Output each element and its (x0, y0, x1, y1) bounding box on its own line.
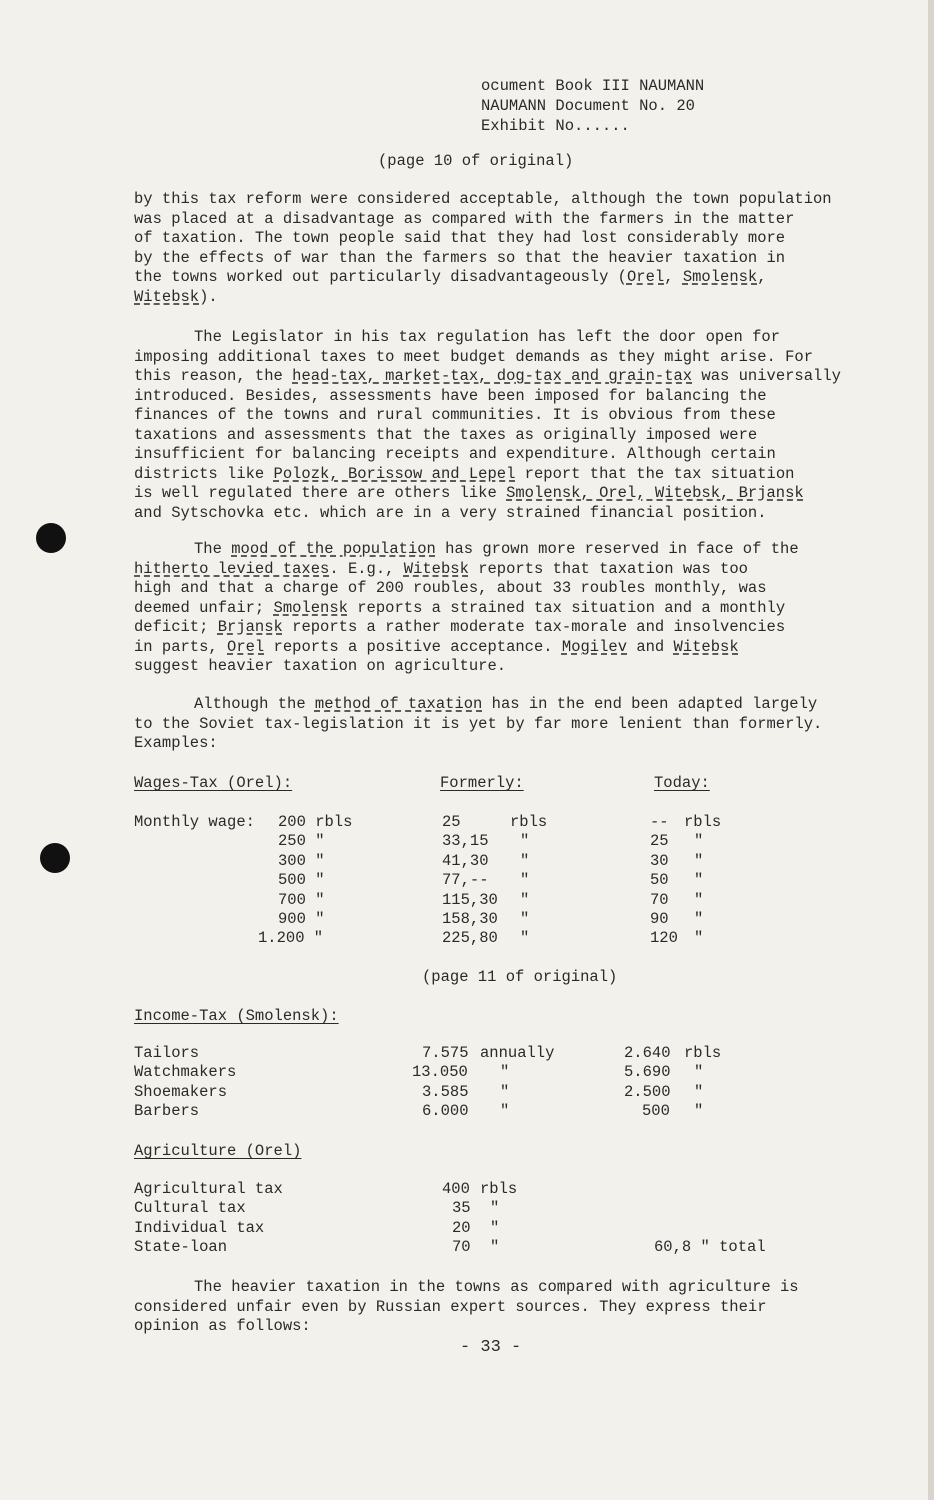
place-name: Witebsk (134, 287, 200, 306)
text-line: The heavier taxation in the towns as compared with agriculture is (194, 1278, 799, 1296)
document-header (481, 76, 704, 136)
income-table-title: Income-Tax (Smolensk): (134, 1007, 339, 1025)
formerly-unit: " (500, 1082, 510, 1101)
today-unit: " (694, 910, 704, 928)
formerly-unit: " (520, 910, 530, 928)
page-number: - 33 - (460, 1338, 522, 1357)
text-line: insufficient for balancing receipts and expenditure. Although certain (134, 445, 776, 463)
text-line: deficit; Brjansk reports a rather moderate tax-morale and insolvencies (134, 618, 786, 636)
text-line: imposing additional taxes to meet budget demands as they might arise. For (134, 347, 814, 366)
today-unit: " (694, 1063, 704, 1082)
text-line: Examples: (134, 734, 218, 752)
today-amount: 500 (642, 1102, 670, 1121)
total-note: 60,8 " total (654, 1238, 766, 1257)
text-line: of taxation. The town people said that they had lost considerably more (134, 229, 786, 247)
today-unit: " (694, 832, 704, 851)
formerly-amount: 33,15 (442, 832, 489, 851)
paragraph-4 (134, 695, 874, 754)
today-unit: " (694, 871, 704, 890)
wages-table-header (0, 774, 934, 796)
place-name: Witebsk (403, 559, 469, 578)
formerly-amount: 77,-- (442, 871, 489, 890)
header-exhibit-line: Exhibit No...... (481, 117, 630, 135)
formerly-column-header: Formerly: (440, 774, 524, 792)
table-row (0, 910, 934, 930)
place-names: Polozk, Borissow and Lepel (273, 464, 516, 483)
table-row (0, 852, 934, 872)
formerly-amount: 225,80 (442, 929, 498, 948)
formerly-unit: annually (480, 1044, 555, 1062)
text-line: hitherto levied taxes. E.g., Witebsk reports that taxation was too (134, 559, 748, 578)
text-line: was placed at a disadvantage as compared with the farmers in the matter (134, 209, 795, 228)
place-name: Orel (626, 268, 665, 286)
today-amount: 25 (650, 832, 669, 851)
text-line: districts like Polozk, Borissow and Lepel report that the tax situation (134, 464, 795, 483)
page-edge (928, 0, 934, 1500)
monthly-wage-label: Monthly wage: (134, 813, 255, 831)
table-row (0, 1083, 934, 1103)
today-unit: " (694, 929, 704, 948)
emphasis: method of taxation (314, 695, 483, 713)
today-amount: 90 (650, 910, 669, 928)
income-row-label: Tailors (134, 1044, 200, 1062)
unit: " (490, 1218, 500, 1237)
text-line: high and that a charge of 200 roubles, about 33 roubles monthly, was (134, 579, 767, 597)
agriculture-row-label: Cultural tax (134, 1199, 246, 1218)
today-amount: 30 (650, 851, 669, 870)
today-amount: 120 (650, 929, 678, 948)
unit: " (490, 1238, 500, 1257)
today-amount: -- (650, 813, 669, 831)
table-row (0, 1219, 934, 1239)
text-line: to the Soviet tax-legislation it is yet by far more lenient than formerly. (134, 714, 823, 733)
emphasis: mood of the population (231, 540, 436, 558)
wage-amount: 700 " (278, 890, 325, 909)
amount: 35 (452, 1199, 471, 1218)
text-line: this reason, the head-tax, market-tax, dog-tax and grain-tax was universally (134, 367, 841, 385)
text-line: Although the method of taxation has in the end been adapted largely (194, 695, 818, 713)
table-row (0, 1044, 934, 1064)
text-line: considered unfair even by Russian expert sources. They express their (134, 1297, 767, 1316)
text-line: and Sytschovka etc. which are in a very strained financial position. (134, 503, 767, 522)
place-names: Smolensk, Orel, Witebsk, Brjansk (506, 484, 804, 502)
place-name: Brjansk (217, 618, 283, 636)
wage-amount: 500 " (278, 871, 325, 890)
formerly-unit: " (520, 929, 530, 948)
wage-amount: 200 rbls (278, 813, 353, 831)
place-name: Mogilev (561, 637, 628, 656)
formerly-amount: 25 (442, 813, 461, 831)
table-row (0, 1102, 934, 1122)
today-unit: " (694, 1102, 704, 1121)
paragraph-1 (134, 190, 874, 307)
formerly-unit: " (520, 832, 530, 851)
place-name: Smolensk (682, 268, 758, 286)
table-row (0, 1199, 934, 1219)
formerly-unit: rbls (510, 813, 548, 831)
paragraph-5 (134, 1278, 874, 1337)
text-line: by this tax reform were considered acceptable, although the town population (134, 190, 832, 208)
today-amount: 5.690 (624, 1063, 671, 1082)
text-line: Witebsk). (134, 287, 218, 306)
place-name: Smolensk (273, 598, 348, 617)
today-amount: 70 (650, 890, 669, 909)
text-line: the towns worked out particularly disadvantageously (Orel, Smolensk, (134, 268, 767, 286)
text-line: deemed unfair; Smolensk reports a strained tax situation and a monthly (134, 598, 786, 617)
place-name: Witebsk (673, 637, 739, 656)
amount: 400 (442, 1180, 470, 1198)
table-row (0, 1180, 934, 1200)
today-unit: " (694, 851, 704, 870)
unit: " (490, 1199, 500, 1218)
wage-amount: 250 " (278, 832, 325, 851)
today-amount: 2.500 (624, 1082, 671, 1101)
formerly-unit: " (500, 1063, 510, 1082)
today-unit: " (694, 890, 704, 909)
page-note-original-10: (page 10 of original) (378, 152, 574, 170)
today-column-header: Today: (654, 774, 710, 792)
emphasis: hitherto levied taxes (134, 559, 330, 578)
table-row (0, 813, 934, 833)
today-unit: rbls (684, 1044, 722, 1062)
header-book-line: ocument Book III NAUMANN (481, 77, 705, 95)
formerly-amount: 3.585 (422, 1082, 469, 1101)
formerly-unit: " (520, 871, 530, 890)
formerly-amount: 13.050 (412, 1063, 468, 1082)
place-name: Orel (227, 637, 265, 656)
text-line: The Legislator in his tax regulation has left the door open for (194, 328, 780, 346)
today-amount: 50 (650, 871, 669, 890)
formerly-amount: 41,30 (442, 851, 489, 870)
formerly-unit: " (500, 1102, 510, 1121)
agriculture-table-title: Agriculture (Orel) (134, 1142, 302, 1160)
table-row (0, 871, 934, 891)
agriculture-row-label: State-loan (134, 1238, 228, 1257)
formerly-amount: 6.000 (422, 1102, 469, 1121)
wage-amount: 1.200 " (258, 929, 324, 948)
income-row-label: Watchmakers (134, 1063, 237, 1082)
wage-amount: 900 " (278, 910, 325, 928)
amount: 70 (452, 1238, 471, 1257)
amount: 20 (452, 1218, 471, 1237)
today-unit: rbls (684, 813, 722, 831)
text-line: opinion as follows: (134, 1317, 311, 1335)
table-row (0, 832, 934, 852)
paragraph-3 (134, 540, 874, 677)
formerly-unit: " (520, 890, 530, 909)
header-document-line: NAUMANN Document No. 20 (481, 97, 695, 115)
table-row (0, 929, 934, 949)
formerly-unit: " (520, 851, 530, 870)
punch-hole (36, 523, 66, 553)
today-unit: " (694, 1082, 704, 1101)
text-line: in parts, Orel reports a positive acceptance. Mogilev and Witebsk (134, 637, 739, 656)
paragraph-2 (134, 328, 874, 523)
text-line: taxations and assessments that the taxes as originally imposed were (134, 425, 758, 444)
tax-types: head-tax, market-tax, dog-tax and grain-tax (292, 367, 693, 385)
text-line: introduced. Besides, assessments have been imposed for balancing the (134, 386, 767, 405)
table-row (0, 1063, 934, 1083)
agriculture-row-label: Individual tax (134, 1218, 265, 1237)
income-row-label: Shoemakers (134, 1082, 228, 1101)
today-amount: 2.640 (624, 1044, 671, 1062)
table-row (0, 891, 934, 911)
formerly-amount: 7.575 (422, 1044, 469, 1062)
text-line: is well regulated there are others like Smolensk, Orel, Witebsk, Brjansk (134, 484, 804, 502)
text-line: suggest heavier taxation on agriculture. (134, 657, 507, 675)
wages-table-title: Wages-Tax (Orel): (134, 774, 293, 792)
text-line: The mood of the population has grown more reserved in face of the (194, 540, 799, 558)
agriculture-row-label: Agricultural tax (134, 1180, 283, 1198)
unit: rbls (480, 1180, 518, 1198)
table-row (0, 1238, 934, 1258)
formerly-amount: 115,30 (442, 890, 498, 909)
text-line: finances of the towns and rural communities. It is obvious from these (134, 406, 776, 424)
formerly-amount: 158,30 (442, 910, 498, 928)
wage-amount: 300 " (278, 851, 325, 870)
income-row-label: Barbers (134, 1102, 200, 1121)
page-note-original-11: (page 11 of original) (422, 968, 618, 986)
text-line: by the effects of war than the farmers so that the heavier taxation in (134, 248, 786, 267)
